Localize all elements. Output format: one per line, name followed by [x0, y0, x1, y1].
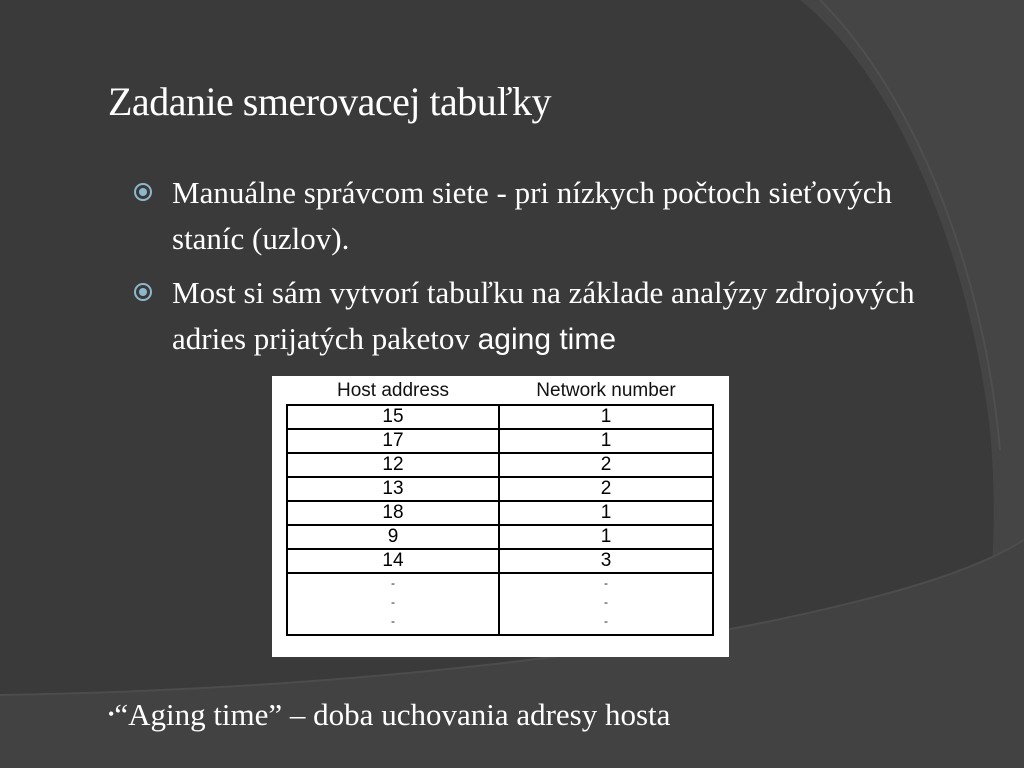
- network-number-cell: 1: [499, 525, 713, 549]
- network-number-cell: 1: [499, 405, 713, 429]
- footer-note-text: “Aging time” – doba uchovania adresy hosta: [114, 697, 671, 732]
- aging-time-term: aging time: [477, 323, 617, 356]
- continuation-mark: -: [604, 595, 608, 609]
- continuation-mark: -: [391, 576, 395, 590]
- circle-bullet-icon: [133, 182, 153, 202]
- continuation-mark: -: [391, 614, 395, 628]
- host-address-cell: 15: [287, 405, 499, 429]
- network-number-cell: 2: [499, 453, 713, 477]
- footer-note: [108, 694, 670, 735]
- table-row: [287, 501, 713, 525]
- continuation-mark: -: [604, 576, 608, 590]
- circle-bullet-icon: [133, 282, 153, 302]
- host-address-cell: 12: [287, 453, 499, 477]
- header-network-number: Network number: [536, 380, 676, 401]
- continuation-mark: -: [391, 595, 395, 609]
- bullet-item-manual: [133, 170, 933, 262]
- routing-table: [286, 378, 714, 636]
- table-row: [287, 405, 713, 429]
- footer-bullet-icon: •: [108, 704, 115, 724]
- network-number-cell: 3: [499, 549, 713, 573]
- table-row: [287, 477, 713, 501]
- network-number-cell: 1: [499, 501, 713, 525]
- header-host-address: Host address: [337, 380, 449, 401]
- host-address-cell: 9: [287, 525, 499, 549]
- network-number-cell: 1: [499, 429, 713, 453]
- bullet-text-auto: [172, 270, 933, 363]
- bullet-item-auto: [133, 270, 933, 363]
- slide-title: Zadanie smerovacej tabuľky: [108, 79, 552, 124]
- host-address-cell: 13: [287, 477, 499, 501]
- table-row: [287, 429, 713, 453]
- host-address-cell: 18: [287, 501, 499, 525]
- table-row: [287, 549, 713, 573]
- host-address-cell: 17: [287, 429, 499, 453]
- bullet-text-auto-main: Most si sám vytvorí tabuľku na základe analýzy zdrojových adries prijatých paketov: [172, 275, 915, 356]
- bullet-text-manual: Manuálne správcom siete - pri nízkych počtoch sieťových staníc (uzlov).: [172, 175, 892, 256]
- host-address-cell: 14: [287, 549, 499, 573]
- table-row: [287, 525, 713, 549]
- table-header-row: [287, 378, 713, 405]
- network-number-cell: 2: [499, 477, 713, 501]
- table-continuation-row: [287, 573, 713, 635]
- continuation-cell-network: [499, 573, 713, 635]
- routing-table-image: [272, 376, 729, 657]
- table-row: [287, 453, 713, 477]
- bullet-list: [133, 170, 933, 371]
- continuation-mark: -: [604, 614, 608, 628]
- continuation-cell-host: [287, 573, 499, 635]
